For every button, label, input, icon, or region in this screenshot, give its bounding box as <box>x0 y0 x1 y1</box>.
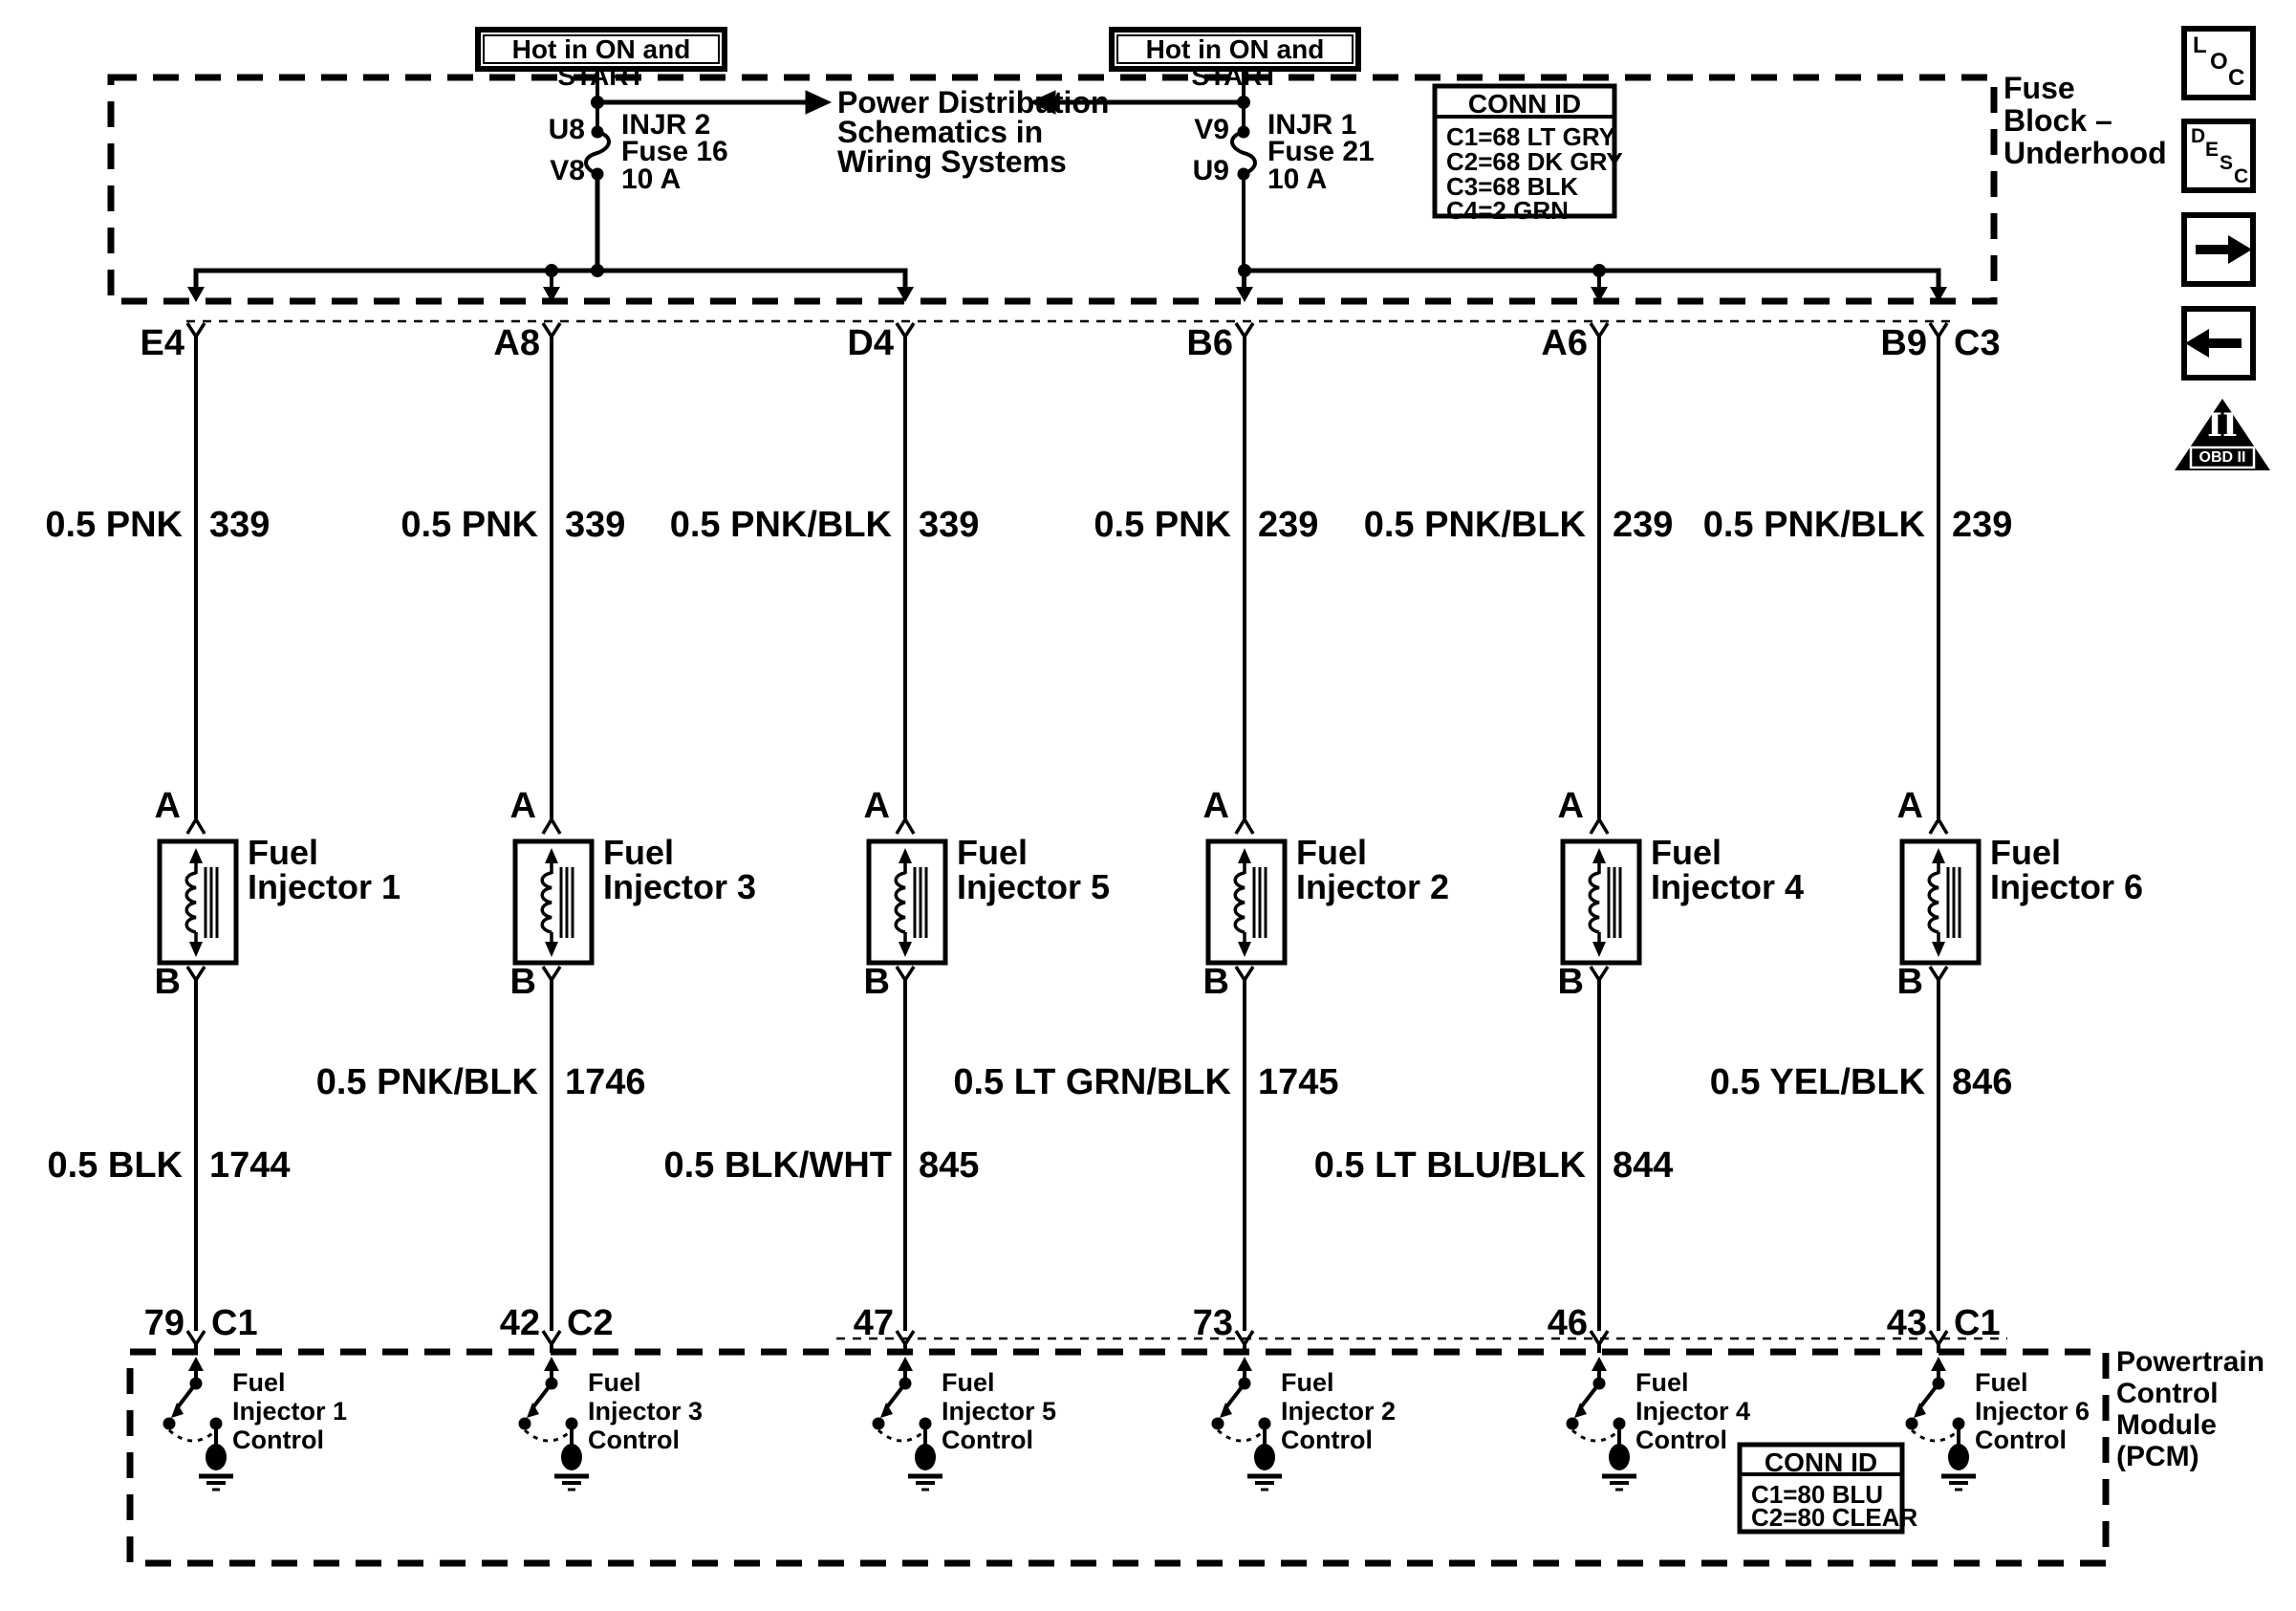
connector-shell-label-6: C3 <box>1954 323 2001 363</box>
pcm-arrow-up-icon-3 <box>898 1357 913 1371</box>
fuse-block-label-1: Fuse <box>2004 71 2075 105</box>
ground-dot-icon-2 <box>561 1444 582 1470</box>
wire2-color-label-5: 0.5 LT BLU/BLK <box>1313 1145 1586 1186</box>
terminal-a-label-1: A <box>154 786 181 826</box>
pcm-control-label-5: Fuel Injector 4 Control <box>1635 1368 1751 1454</box>
pcm-arrow-up-icon-1 <box>188 1357 204 1371</box>
injector-arrow-down-4 <box>1238 942 1251 957</box>
injector-name-label-6: Fuel Injector 6 <box>1990 833 2144 906</box>
pcm-arrow-up-icon-5 <box>1592 1357 1607 1371</box>
fuse-block-label-2: Block – <box>2004 103 2112 138</box>
pcm-switch-travel-arc-6 <box>1912 1430 1959 1441</box>
pcm-switch-travel-arc-3 <box>878 1430 925 1441</box>
pcm-control-label-3: Fuel Injector 5 Control <box>942 1368 1057 1454</box>
pcm-label-4: (PCM) <box>2116 1441 2199 1472</box>
power-dist-line3: Wiring Systems <box>837 144 1067 179</box>
conn-id-top-item2: C2=68 DK GRY <box>1446 147 1623 176</box>
legend-icons <box>2175 29 2270 470</box>
fuse-left-pin-bottom: V8 <box>550 155 585 186</box>
pcm-switch-travel-arc-2 <box>525 1430 572 1441</box>
wire2-color-label-3: 0.5 BLK/WHT <box>663 1145 892 1186</box>
pcm-switch-blade-2 <box>532 1383 552 1408</box>
wire1-color-label-3: 0.5 PNK/BLK <box>669 505 892 545</box>
terminal-b-label-6: B <box>1896 962 1923 1002</box>
pcm-label-3: Module <box>2116 1409 2217 1441</box>
pcm-label-1: Powertrain <box>2116 1346 2265 1378</box>
injector-name-label-3: Fuel Injector 5 <box>957 833 1111 906</box>
wire1-circuit-label-1: 339 <box>209 505 271 545</box>
conn-id-top-item1: C1=68 LT GRY <box>1446 122 1615 151</box>
pcm-label-2: Control <box>2116 1378 2219 1409</box>
loc-letter-o: O <box>2210 49 2228 75</box>
fuse-right-pin-top: V9 <box>1194 114 1229 145</box>
pcm-control-label-4: Fuel Injector 2 Control <box>1281 1368 1397 1454</box>
arrow-left-icon <box>2185 329 2242 358</box>
terminal-chevron-pcm-1 <box>187 1331 205 1344</box>
terminal-b-label-5: B <box>1557 962 1584 1002</box>
conn-id-top-title: CONN ID <box>1467 89 1582 119</box>
injector-name-label-2: Fuel Injector 3 <box>603 833 757 906</box>
pcm-switch-blade-6 <box>1919 1383 1939 1408</box>
terminal-caret-a-5 <box>1591 819 1608 834</box>
ground-dot-icon-6 <box>1948 1444 1969 1470</box>
injector-coil-icon-5 <box>1590 873 1599 932</box>
terminal-chevron-top-4 <box>1236 323 1253 337</box>
terminal-chevron-pcm-2 <box>543 1331 560 1344</box>
fuse-left-pin-top: U8 <box>548 114 585 145</box>
terminal-caret-a-2 <box>543 819 560 834</box>
connector-pin-label-4: B6 <box>1186 323 1233 363</box>
terminal-b-label-2: B <box>509 962 536 1002</box>
terminal-a-label-5: A <box>1557 786 1584 826</box>
pcm-control-label-6: Fuel Injector 6 Control <box>1975 1368 2090 1454</box>
terminal-caret-a-4 <box>1236 819 1253 834</box>
connector-pin-label-5: A6 <box>1541 323 1588 363</box>
fuse-right-number: Fuse 21 <box>1267 136 1375 167</box>
injector-coil-icon-6 <box>1929 873 1939 932</box>
conn-id-bottom-item1: C1=80 BLU <box>1751 1480 1883 1509</box>
injector-arrow-down-1 <box>189 942 203 957</box>
terminal-caret-a-6 <box>1930 819 1947 834</box>
pcm-switch-blade-5 <box>1580 1383 1599 1408</box>
terminal-caret-a-3 <box>897 819 914 834</box>
pcm-switch-contact-left-3 <box>873 1418 885 1430</box>
wire2-color-label-4: 0.5 LT GRN/BLK <box>953 1062 1231 1102</box>
loc-letter-c: C <box>2228 65 2245 91</box>
wire2-color-label-1: 0.5 BLK <box>47 1145 183 1186</box>
pcm-pin-label-5: 46 <box>1547 1303 1588 1343</box>
loc-letter-l: L <box>2193 33 2207 58</box>
pcm-switch-blade-4 <box>1225 1383 1245 1408</box>
connector-pin-label-6: B9 <box>1880 323 1927 363</box>
terminal-a-label-6: A <box>1896 786 1923 826</box>
hot-left-label: Hot in ON and START <box>511 34 691 91</box>
terminal-b-label-4: B <box>1202 962 1229 1002</box>
arrow-right-icon <box>2196 235 2252 264</box>
terminal-a-label-4: A <box>1202 786 1229 826</box>
terminal-chevron-top-2 <box>543 323 560 337</box>
pcm-arrow-up-icon-6 <box>1931 1357 1946 1371</box>
pcm-switch-blade-3 <box>886 1383 905 1408</box>
pcm-conn-label-2: C2 <box>567 1303 614 1343</box>
fuse-left-name: INJR 2 <box>621 109 711 141</box>
pcm-switch-contact-left-2 <box>519 1418 531 1430</box>
pcm-arrow-up-icon-2 <box>544 1357 559 1371</box>
power-dist-line1: Power Distribution <box>837 85 1110 120</box>
wire2-color-label-6: 0.5 YEL/BLK <box>1709 1062 1925 1102</box>
obd2-label: OBD II <box>2199 449 2246 466</box>
pcm-switch-travel-arc-4 <box>1218 1430 1265 1441</box>
fuse-output-busses <box>196 174 1939 289</box>
injector-coil-icon-2 <box>542 873 552 932</box>
wire1-color-label-1: 0.5 PNK <box>45 505 183 545</box>
terminal-b-label-1: B <box>154 962 181 1002</box>
injector-name-label-1: Fuel Injector 1 <box>248 833 401 906</box>
pcm-switch-contact-left-6 <box>1906 1418 1918 1430</box>
ground-dot-icon-3 <box>915 1444 936 1470</box>
terminal-chevron-b-2 <box>543 967 560 980</box>
fuse-right-rating: 10 A <box>1267 163 1328 195</box>
injector-coil-icon-1 <box>186 873 196 932</box>
fuse-injr1-symbol <box>1232 126 1255 288</box>
pcm-arrow-up-icon-4 <box>1237 1357 1252 1371</box>
pcm-pin-label-6: 43 <box>1886 1303 1927 1343</box>
ground-dot-icon-5 <box>1609 1444 1630 1470</box>
injector-arrow-down-6 <box>1932 942 1945 957</box>
injector-arrow-down-5 <box>1592 942 1606 957</box>
ground-dot-icon-4 <box>1254 1444 1275 1470</box>
pcm-control-label-2: Fuel Injector 3 Control <box>588 1368 704 1454</box>
fuse-left-number: Fuse 16 <box>621 136 728 167</box>
terminal-chevron-pcm-6 <box>1930 1331 1947 1344</box>
wire2-color-label-2: 0.5 PNK/BLK <box>315 1062 538 1102</box>
wire1-circuit-label-5: 239 <box>1613 505 1674 545</box>
terminal-chevron-top-6 <box>1930 323 1947 337</box>
desc-letter-e: E <box>2205 139 2220 161</box>
terminal-chevron-top-5 <box>1591 323 1608 337</box>
terminal-chevron-top-3 <box>897 323 914 337</box>
wire1-circuit-label-3: 339 <box>919 505 980 545</box>
pcm-pin-label-3: 47 <box>853 1303 894 1343</box>
conn-id-bottom-item2: C2=80 CLEAR <box>1751 1503 1918 1532</box>
wire2-circuit-label-1: 1744 <box>209 1145 291 1186</box>
terminal-caret-a-1 <box>187 819 205 834</box>
conn-id-top-item3: C3=68 BLK <box>1446 172 1578 201</box>
desc-letter-s: S <box>2220 152 2234 174</box>
pcm-switch-contact-left-5 <box>1567 1418 1579 1430</box>
pcm-switch-travel-arc-1 <box>169 1430 216 1441</box>
wire1-color-label-5: 0.5 PNK/BLK <box>1363 505 1586 545</box>
conn-id-bottom-title: CONN ID <box>1764 1448 1878 1477</box>
injector-arrow-down-3 <box>899 942 912 957</box>
fuse-block-label-3: Underhood <box>2004 136 2167 170</box>
terminal-a-label-2: A <box>509 786 536 826</box>
wire1-color-label-6: 0.5 PNK/BLK <box>1702 505 1925 545</box>
terminal-chevron-b-4 <box>1236 967 1253 980</box>
pcm-switch-blade-1 <box>177 1383 196 1408</box>
terminal-b-label-3: B <box>863 962 890 1002</box>
connector-pin-label-3: D4 <box>847 323 894 363</box>
connector-pin-label-1: E4 <box>140 323 184 363</box>
pcm-pin-label-4: 73 <box>1192 1303 1233 1343</box>
wire1-circuit-label-4: 239 <box>1258 505 1319 545</box>
terminal-chevron-b-3 <box>897 967 914 980</box>
hot-right-label: Hot in ON and START <box>1145 34 1325 91</box>
fuse-right-name: INJR 1 <box>1267 109 1357 141</box>
pcm-pin-label-2: 42 <box>499 1303 540 1343</box>
wire1-circuit-label-2: 339 <box>565 505 626 545</box>
connector-pin-label-2: A8 <box>493 323 540 363</box>
wire2-circuit-label-2: 1746 <box>565 1062 646 1102</box>
power-dist-arrow-right-icon <box>806 91 831 114</box>
desc-letter-c: C <box>2234 165 2249 187</box>
wire1-color-label-4: 0.5 PNK <box>1094 505 1231 545</box>
pcm-pin-label-1: 79 <box>143 1303 184 1343</box>
wire2-circuit-label-6: 846 <box>1952 1062 2013 1102</box>
terminal-chevron-b-5 <box>1591 967 1608 980</box>
injector-coil-icon-3 <box>896 873 905 932</box>
connector-arrow-icon-1 <box>187 287 205 302</box>
conn-id-top-item4: C4=2 GRN <box>1446 196 1569 225</box>
desc-letter-d: D <box>2191 125 2206 147</box>
injector-arrow-down-2 <box>545 942 558 957</box>
injector-name-label-4: Fuel Injector 2 <box>1296 833 1450 906</box>
injector-coil-icon-4 <box>1235 873 1245 932</box>
terminal-chevron-pcm-5 <box>1591 1331 1608 1344</box>
wire1-color-label-2: 0.5 PNK <box>401 505 538 545</box>
terminal-chevron-b-1 <box>187 967 205 980</box>
terminal-chevron-top-1 <box>187 323 205 337</box>
pcm-switch-travel-arc-5 <box>1572 1430 1619 1441</box>
pcm-conn-label-6: C1 <box>1954 1303 2001 1343</box>
wire2-circuit-label-3: 845 <box>919 1145 980 1186</box>
wire1-circuit-label-6: 239 <box>1952 505 2013 545</box>
wire2-circuit-label-5: 844 <box>1613 1145 1674 1186</box>
ground-dot-icon-1 <box>206 1444 227 1470</box>
injector-name-label-5: Fuel Injector 4 <box>1651 833 1805 906</box>
wire2-circuit-label-4: 1745 <box>1258 1062 1339 1102</box>
power-dist-line2: Schematics in <box>837 115 1044 149</box>
pcm-conn-label-1: C1 <box>211 1303 258 1343</box>
fuse-right-pin-bottom: U9 <box>1192 155 1229 186</box>
obd2-numeral: II <box>2207 406 2238 445</box>
pcm-control-label-1: Fuel Injector 1 Control <box>232 1368 348 1454</box>
fuse-left-rating: 10 A <box>621 163 682 195</box>
terminal-chevron-b-6 <box>1930 967 1947 980</box>
terminal-a-label-3: A <box>863 786 890 826</box>
pcm-switch-contact-left-4 <box>1212 1418 1224 1430</box>
pcm-switch-contact-left-1 <box>163 1418 176 1430</box>
